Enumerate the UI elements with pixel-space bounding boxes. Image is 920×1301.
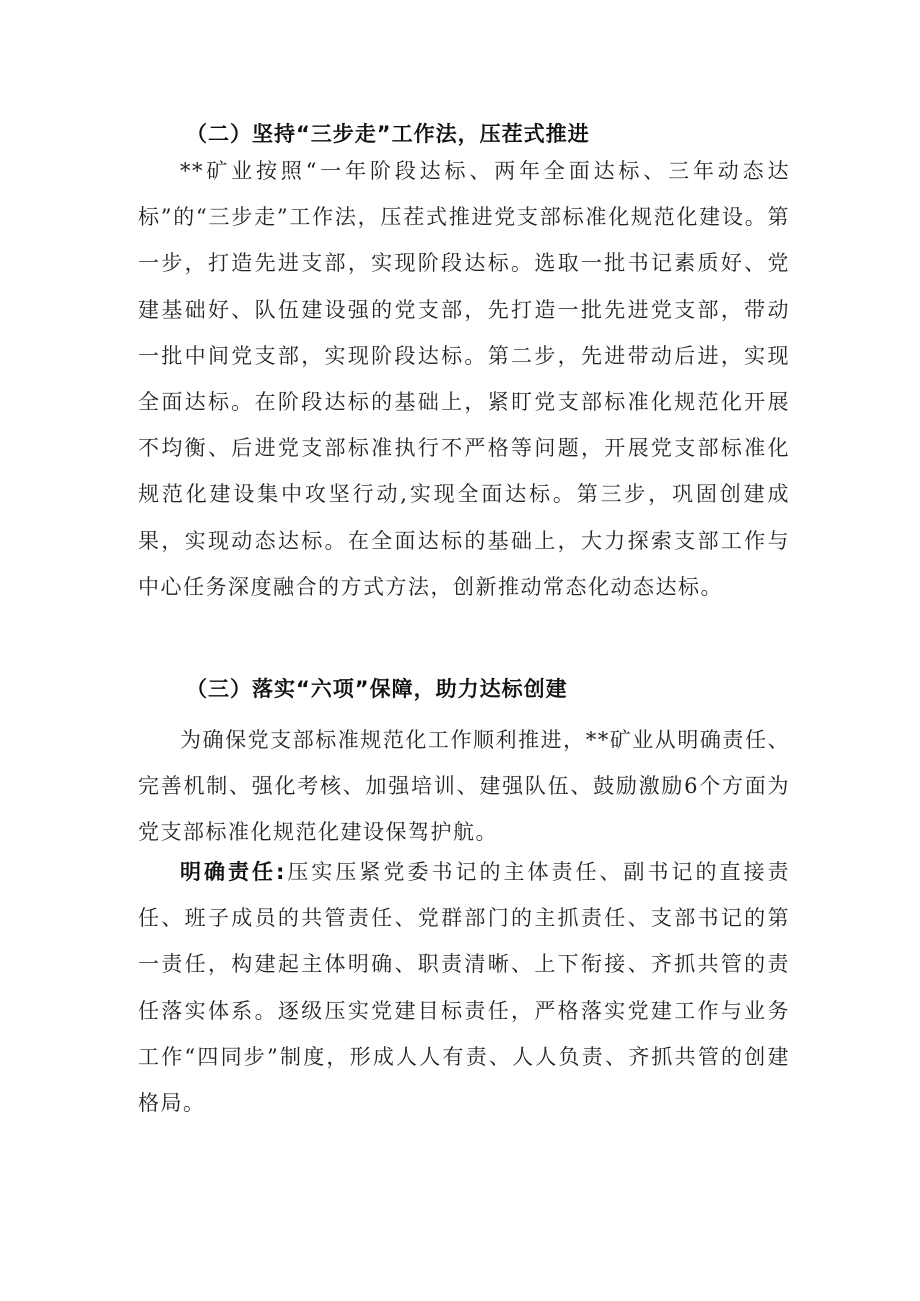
section-3-paragraph: 为确保党支部标准规范化工作顺利推进，**矿业从明确责任、完善机制、强化考核、加强培训、建强队伍、鼓励激励6个方面为党支部标准化规范化建设保驾护航。 xyxy=(138,728,790,845)
section-2-paragraph: **矿业按照“一年阶段达标、两年全面达标、三年动态达标”的“三步走”工作法，压茬式推进党支部标准化规范化建设。第一步，打造先进支部，实现阶段达标。选取一批书记素质好、党建基础好、队伍建设强的党支部，先打造一批先进党支部，带动一批中间党支部，实现阶段达标。第二步，先进带动后进，实现全面达标。在阶段达标的基础上，紧盯党支部标准化规范化开展不均衡、后进党支部标准执行不严格等问题，开展党支部标准化规范化建设集中攻坚行动,实现全面达标。第三步，巩固创建成果，实现动态达标。在全面达标的基础上，大力探索支部工作与中心任务深度融合的方式方法，创新推动常态化动态达标。 xyxy=(138,159,790,599)
section-3-heading: （三）落实“六项”保障，助力达标创建 xyxy=(186,677,568,701)
section-2-heading: （二）坚持“三步走”工作法，压茬式推进 xyxy=(186,122,590,146)
responsibility-paragraph xyxy=(138,849,790,1126)
responsibility-text: 压实压紧党委书记的主体责任、副书记的直接责任、班子成员的共管责任、党群部门的主抓责任、支部书记的第一责任，构建起主体明确、职责清晰、上下衔接、齐抓共管的责任落实体系。逐级压实党建目标责任，严格落实党建工作与业务工作“四同步”制度，形成人人有责、人人负责、齐抓共管的创建格局。 xyxy=(138,860,790,1116)
responsibility-lead: 明确责任: xyxy=(180,860,286,884)
